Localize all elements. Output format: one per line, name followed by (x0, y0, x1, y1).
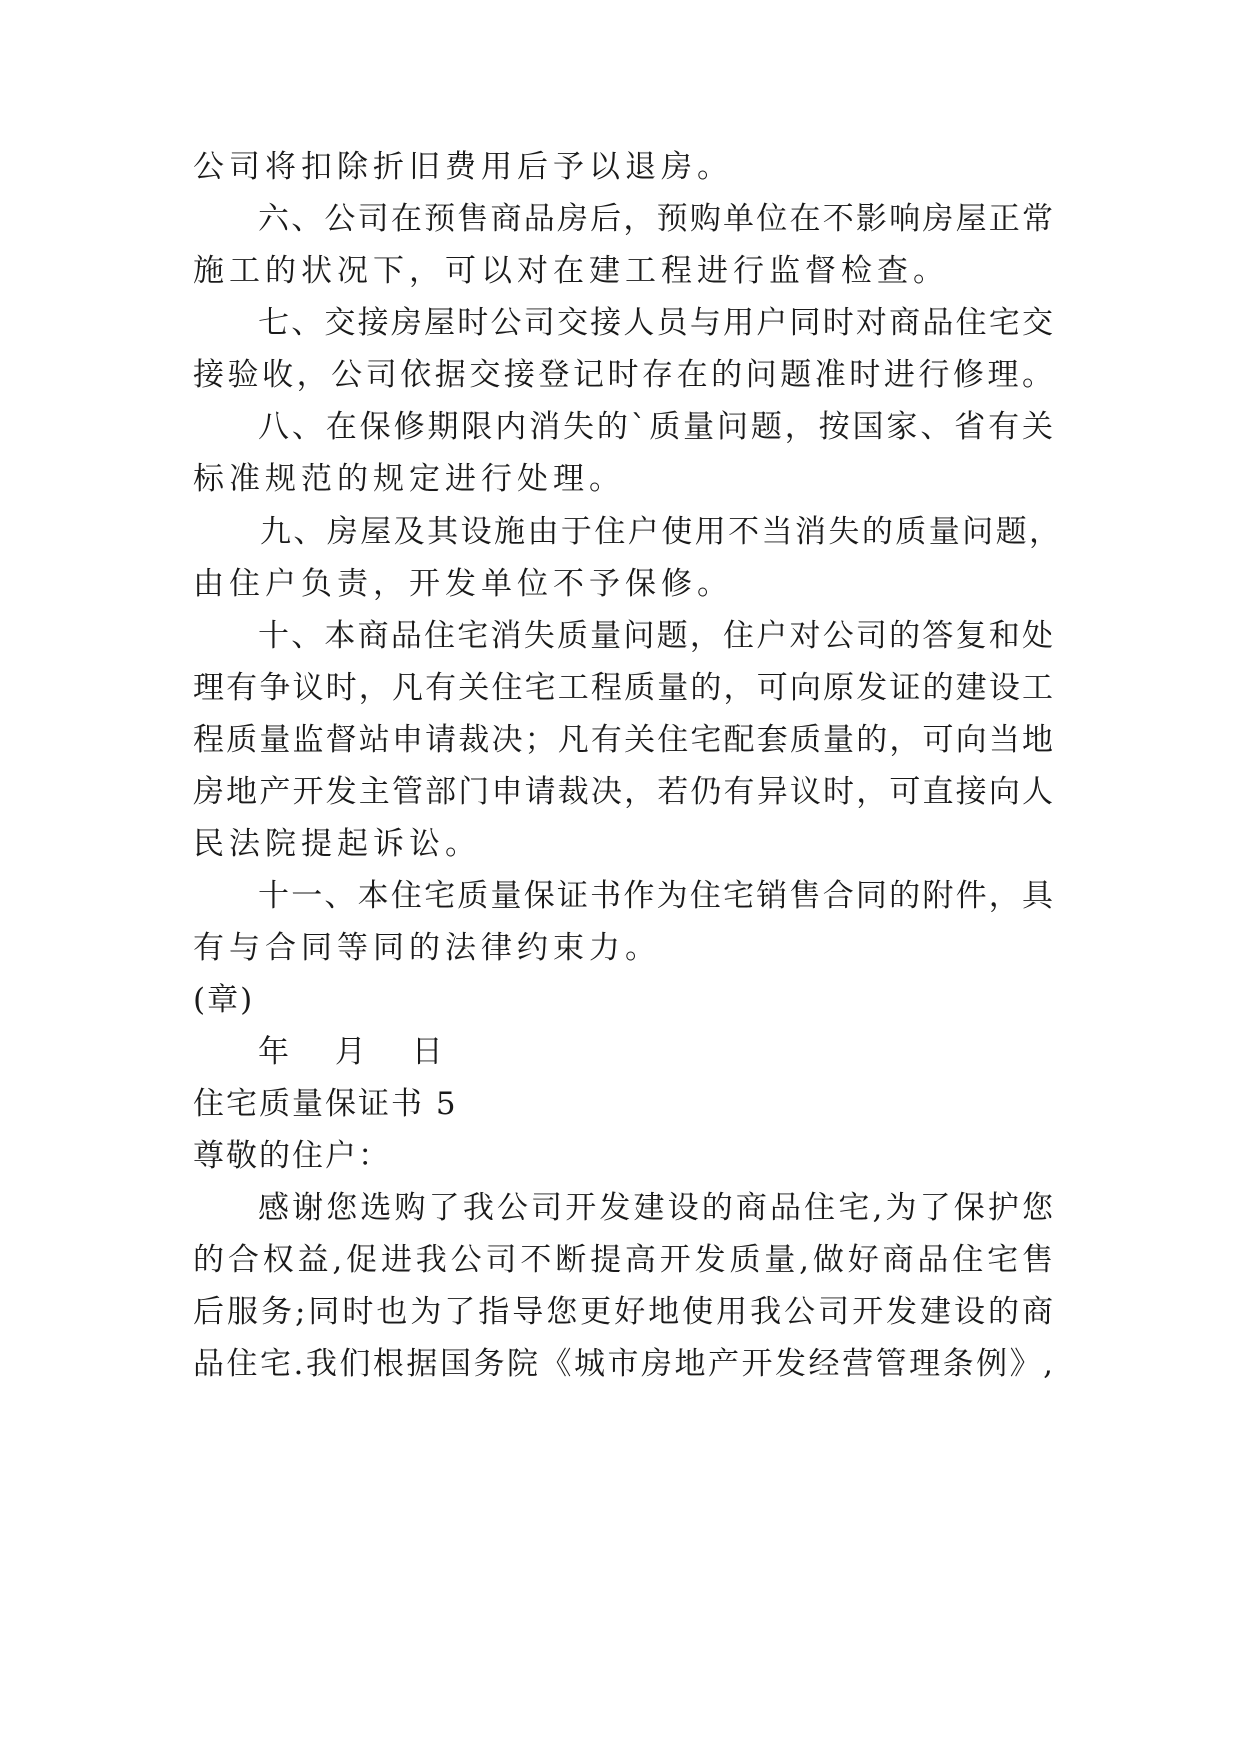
text-line: 九、房屋及其设施由于住户使用不当消失的质量问题， (260, 514, 1060, 550)
text-line: 七、交接房屋时公司交接人员与用户同时对商品住宅交 (258, 305, 1053, 341)
text-line: 标准规范的规定进行处理。 (193, 461, 625, 497)
text-line: 六、公司在预售商品房后，预购单位在不影响房屋正常 (258, 201, 1053, 237)
text-line: 八、在保修期限内消失的`质量问题，按国家、省有关 (258, 409, 1053, 445)
text-line: 十一、本住宅质量保证书作为住宅销售合同的附件，具 (258, 878, 1053, 914)
seal-mark: (章) (193, 982, 255, 1018)
text-line: 接验收，公司依据交接登记时存在的问题准时进行修理。 (193, 357, 1053, 393)
text-line: 理有争议时，凡有关住宅工程质量的，可向原发证的建设工 (193, 670, 1053, 706)
text-line: 程质量监督站申请裁决；凡有关住宅配套质量的，可向当地 (193, 722, 1053, 758)
date-line: 年 月 日 (258, 1034, 461, 1070)
salutation: 尊敬的住户： (193, 1138, 391, 1174)
text-line: 感谢您选购了我公司开发建设的商品住宅,为了保护您 (258, 1190, 1053, 1226)
text-line: 有与合同等同的法律约束力。 (193, 930, 661, 966)
text-line: 品住宅.我们根据国务院《城市房地产开发经营管理条例》, (193, 1346, 1053, 1382)
text-line: 民法院提起诉讼。 (193, 826, 481, 862)
text-line: 的合权益,促进我公司不断提高开发质量,做好商品住宅售 (193, 1242, 1053, 1278)
section-title: 住宅质量保证书 5 (193, 1086, 458, 1122)
text-line: 公司将扣除折旧费用后予以退房。 (193, 149, 733, 185)
text-line: 后服务;同时也为了指导您更好地使用我公司开发建设的商 (193, 1294, 1053, 1330)
text-line: 十、本商品住宅消失质量问题，住户对公司的答复和处 (258, 618, 1053, 654)
text-line: 施工的状况下，可以对在建工程进行监督检查。 (193, 253, 949, 289)
text-line: 房地产开发主管部门申请裁决，若仍有异议时，可直接向人 (193, 774, 1053, 810)
text-line: 由住户负责，开发单位不予保修。 (193, 566, 733, 602)
